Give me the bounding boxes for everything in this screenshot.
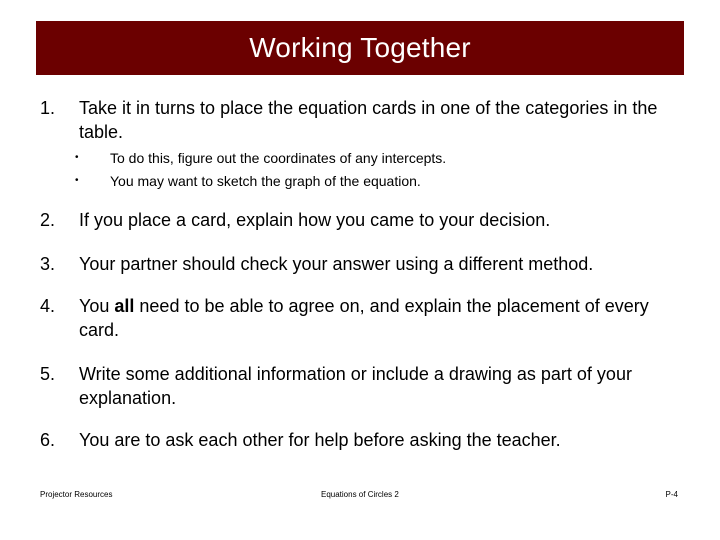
item-text: Your partner should check your answer using a different method.	[79, 254, 594, 274]
bullet-icon: •	[75, 152, 79, 163]
item-text: If you place a card, explain how you came to your decision.	[79, 210, 551, 230]
footer-left: Projector Resources	[40, 490, 113, 499]
sub-item-text: You may want to sketch the graph of the equation.	[110, 173, 421, 189]
item-number: 4.	[40, 296, 56, 316]
list-item	[40, 252, 680, 276]
slide-title: Working Together	[249, 32, 471, 63]
sub-list-item	[75, 172, 421, 190]
item-text-bold: all	[114, 296, 135, 316]
item-text: Take it in turns to place the equation cards in one of the categories in the table.	[79, 98, 658, 142]
list-item	[40, 362, 680, 410]
footer-page-number: P-4	[665, 490, 678, 499]
list-item	[40, 96, 680, 144]
item-text-after: need to be able to agree on, and explain the placement of every card.	[79, 296, 649, 340]
sub-list-item	[75, 149, 446, 167]
item-text	[79, 294, 680, 342]
item-number: 3.	[40, 254, 56, 274]
title-bar	[36, 21, 684, 75]
sub-item-text: To do this, figure out the coordinates of any intercepts.	[110, 150, 447, 166]
item-text-before: You	[79, 296, 115, 316]
item-number: 6.	[40, 430, 56, 450]
item-text: Write some additional information or include a drawing as part of your explanation.	[79, 364, 632, 408]
footer-center: Equations of Circles 2	[321, 490, 399, 499]
list-item	[40, 428, 680, 452]
list-item	[40, 294, 680, 342]
item-number: 1.	[40, 98, 56, 118]
bullet-icon: •	[75, 175, 79, 186]
item-number: 2.	[40, 210, 56, 230]
item-text: You are to ask each other for help before asking the teacher.	[79, 430, 561, 450]
item-number: 5.	[40, 364, 56, 384]
list-item	[40, 208, 680, 232]
